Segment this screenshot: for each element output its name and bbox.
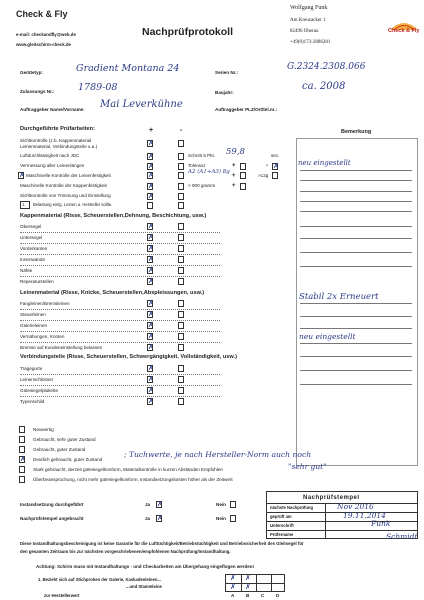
kappe-plus-box[interactable] (240, 183, 246, 190)
check-mark-icon: ✗ (148, 321, 154, 329)
masch-leinen-minus-box[interactable] (178, 172, 184, 179)
stempel-nein: Nein (216, 516, 226, 521)
zustand-checkbox-sehr-gut[interactable] (19, 436, 25, 443)
kappe-item-minus-box[interactable] (178, 223, 184, 230)
bezieht-text-1: 1. Bezieht sich auf Stichproben der Galerie, Kaskadenleinen... (38, 577, 161, 582)
item-divider (20, 243, 220, 244)
verbindung-item-plus-box[interactable] (147, 387, 153, 394)
geraetetyp-value: Gradient Montana 24 (76, 63, 180, 74)
bemerkung-line (300, 211, 412, 212)
check-mark-icon: ✗ (157, 500, 163, 508)
pruefarbeiten-heading: Durchgeführte Prüfarbeiten: (20, 126, 95, 132)
zustand-label: Gebraucht, guter Zustand (33, 447, 86, 452)
toleranz-plus: + (232, 163, 236, 169)
check-mark-icon: ✗ (230, 583, 236, 591)
zustand-checkbox-deutlich[interactable] (19, 456, 25, 463)
toleranz-plus-box[interactable] (240, 163, 246, 170)
leinen-gt12: >12g (258, 173, 269, 178)
check-mark-icon: ✗ (148, 364, 154, 372)
check-mark-icon: ✗ (148, 266, 154, 274)
sichtkontrolle-label-2: Leinenmaterial, Verbindungsteile u.a.) (20, 144, 98, 149)
kappe-item-label: Innenwände (20, 257, 46, 262)
schnitt-label: Schnitt 5 Pkt. (188, 153, 216, 158)
geprueft-value: 19.11.2014 (343, 511, 386, 520)
masch-leinen-plus-box[interactable] (147, 172, 153, 179)
kappe-item-plus-box[interactable] (147, 234, 153, 241)
zustand-label: Neuwertig (33, 427, 54, 432)
kappe-item-minus-box[interactable] (178, 267, 184, 274)
item-divider (20, 396, 220, 397)
stempel-nein-box[interactable] (230, 515, 236, 522)
logo-text: Check & Fly (388, 28, 420, 34)
check-mark-icon: ✗ (148, 299, 154, 307)
kappe-gt900: > 900 gramm (188, 183, 216, 188)
bemerkung-line (300, 356, 412, 357)
sichtkontrolle-minus-box[interactable] (178, 140, 184, 147)
stempel-ja: Ja (145, 516, 151, 521)
abcd-grid (225, 574, 285, 592)
kappe-item-plus-box[interactable] (147, 278, 153, 285)
check-mark-icon: ✗ (148, 375, 154, 383)
leinen-plus: + (232, 173, 236, 179)
verbindung-item-label: Leinenschlösser (20, 377, 54, 382)
leinen-item-minus-box[interactable] (178, 311, 184, 318)
check-mark-icon: ✗ (157, 514, 163, 522)
leinen-item-label: Bremse auf Kundeneinstellung belassen (20, 345, 103, 350)
unterschrift-label: Unterschrift (270, 523, 294, 528)
stempel-angebracht-label: Nachprüfstempel angebracht (20, 516, 84, 521)
zustand-note-2: "sehr gut" (288, 462, 327, 471)
kappe-item-label: Reperaturstellen (20, 279, 54, 284)
verbindung-item-label: Gütesiegelplakette (20, 388, 59, 393)
verbindung-item-label: Typenschild (20, 399, 45, 404)
item-divider (20, 342, 220, 343)
grid-col-a: A (231, 593, 235, 598)
leinenmaterial-heading: Leinenmaterial (Risse, Knicke, Scheuerstellen,Abspleissungen, usw.) (20, 290, 205, 296)
check-mark-icon: ✗ (148, 139, 154, 147)
check-mark-icon: ✗ (230, 574, 236, 582)
leinen-bemerkung-2: neu eingestellt (299, 332, 356, 341)
bemerkung-line (300, 266, 412, 267)
bemerkung-line (300, 226, 412, 227)
leinen-item-plus-box[interactable] (147, 311, 153, 318)
geraetetyp-label: Gerätetyp: (20, 70, 43, 75)
bemerkung-line (300, 191, 412, 192)
kappe-plus: + (232, 183, 236, 189)
email-text: e-mail: checkandfly@web.de (16, 32, 76, 37)
verbindung-item-plus-box[interactable] (147, 365, 153, 372)
toleranz-minus-box[interactable] (272, 163, 278, 170)
leinen-plus-box[interactable] (240, 172, 246, 179)
masch-leinen-label: Maschinelle Kontrolle der Leinenfestigkeit (26, 173, 111, 178)
bemerkung-header: Bemerkung (341, 129, 372, 135)
kappe-item-label: Untersegel (20, 235, 43, 240)
leinen-item-minus-box[interactable] (178, 300, 184, 307)
kappe-item-label: Vorderkanten (20, 246, 48, 251)
item-divider (20, 309, 220, 310)
zustand-label: Überbeanspruchung, nicht mehr gütesiegelkonform, Instandsetzungskosten höher als der Zeitwert (33, 477, 233, 482)
auftraggeber-value: Mai Leverkühne (100, 99, 183, 110)
zulassung-value: 1789-08 (78, 82, 118, 93)
sichtkontrolle-label-1: Sichtkontrolle (z.b. Kappenmaterial (20, 138, 92, 143)
bemerkung-line (300, 384, 412, 385)
stempel-row-line (267, 521, 418, 522)
check-mark-icon: ✗ (19, 171, 25, 179)
unterschrift-value: Funk (371, 519, 391, 528)
bemerkung-line (300, 170, 412, 171)
luft-plus-box[interactable] (147, 153, 153, 160)
item-divider (20, 385, 220, 386)
kappenmaterial-heading: Kappenmaterial (Risse, Scheuerstellen,Dehnung, Beschichtung, usw.) (20, 213, 207, 219)
serien-value: G.2324.2308.066 (287, 62, 366, 72)
grid-col-c: C (261, 593, 265, 598)
instandsetzung-nein: Nein (216, 502, 226, 507)
brand-name: Check & Fly (16, 9, 68, 19)
kappe-item-minus-box[interactable] (178, 245, 184, 252)
geprueft-label: geprüft am (270, 514, 292, 519)
check-mark-icon: ✗ (148, 162, 154, 170)
luftdurchlaessigkeit-label: Luftdurchlässigkeit nach JDC (20, 153, 80, 158)
instandsetzung-ja-box[interactable] (156, 501, 162, 508)
disclaimer-line-2: den gesamten Zeitraum bis zur nächsten vorgeschriebenen/empfohlenen Nachprüfung/Instandhaltung. (20, 549, 231, 554)
leinen-item-plus-box[interactable] (147, 344, 153, 351)
zustand-checkbox-neuwertig[interactable] (19, 426, 25, 433)
grid-col-d: D (276, 593, 280, 598)
bezieht-text-2: ...und Stammleine (126, 584, 162, 589)
zustand-note-1: ; Tuchwerte, je nach Hersteller-Norm auch noch (124, 450, 312, 459)
leinen-item-minus-box[interactable] (178, 333, 184, 340)
check-mark-icon: ✗ (148, 182, 154, 190)
leinen-gt12-box[interactable] (272, 172, 278, 179)
verbindung-item-plus-box[interactable] (147, 376, 153, 383)
masch-leinen-checkbox[interactable] (18, 172, 24, 179)
instandsetzung-ja: Ja (145, 502, 151, 507)
leinen-item-minus-box[interactable] (178, 344, 184, 351)
check-mark-icon: ✗ (20, 455, 26, 463)
website-text: www.gleitschirm-check.de (16, 42, 71, 47)
check-mark-icon: ✗ (148, 332, 154, 340)
check-mark-icon: ✗ (148, 244, 154, 252)
item-divider (20, 254, 220, 255)
kappe-item-plus-box[interactable] (147, 267, 153, 274)
owner-phone: +49(0)173-2886281 (290, 40, 331, 45)
belastung-plus-box[interactable] (147, 202, 153, 209)
item-divider (20, 331, 220, 332)
disclaimer-line-1: Diese Instandhaltungsbescheinigung ist keine Garantie für die Lufttüchtigkeit/Betriebstüchtigkeit und Betriebssicherheit des Gleitsegel für (20, 541, 304, 546)
leinen-range-value: A2 (A1+A3) 8g (188, 169, 230, 175)
sec-label: sec. (271, 153, 280, 158)
leinen-item-plus-box[interactable] (147, 322, 153, 329)
check-mark-icon: ✗ (148, 255, 154, 263)
instandsetzung-nein-box[interactable] (230, 501, 236, 508)
naechste-label: nächste Nachprüfung (270, 505, 314, 510)
check-mark-icon: ✗ (148, 152, 154, 160)
baujahr-label: Baujahr: (215, 90, 234, 95)
check-mark-icon: ✗ (148, 233, 154, 241)
bemerkung-line (300, 303, 412, 304)
leinen-bemerkung-1: Stabil 2x Erneuert (299, 292, 379, 302)
owner-city: 82496 Oberau (290, 29, 319, 34)
sichtkontrolle-plus-box[interactable] (147, 140, 153, 147)
kappe-item-label: Nähte (20, 268, 33, 273)
minus-header: - (180, 127, 183, 134)
masch-kappe-label: Maschinelle Kontrolle der Kappenfestigkeit (20, 183, 107, 188)
leinen-item-plus-box[interactable] (147, 333, 153, 340)
check-mark-icon: ✗ (148, 343, 154, 351)
sichtkontrolle-trimmung-label: Sichtkontrolle von Trimmung und Einstellung (20, 193, 111, 198)
stempel-col-line (325, 503, 326, 539)
plus-header: + (149, 127, 154, 134)
stempel-title: Nachprüfstempel (303, 495, 360, 501)
belastung-minus-box[interactable] (178, 202, 184, 209)
zustand-label: Stark gebraucht, derzeit gütesiegelkonform, Materialkontrolle in kurzen Abständen Empfohlen (33, 467, 223, 472)
owner-name: Wolfgang Funk (290, 5, 328, 11)
leinen-item-label: Galerieleinen (20, 323, 48, 328)
zustand-checkbox-gut[interactable] (19, 446, 25, 453)
kappe-item-plus-box[interactable] (147, 223, 153, 230)
stempel-row-line (267, 530, 418, 531)
item-divider (20, 374, 220, 375)
check-mark-icon: ✗ (148, 277, 154, 285)
item-divider (20, 276, 220, 277)
masch-kappe-minus-box[interactable] (178, 183, 184, 190)
toleranz-label: Toleranz (188, 163, 206, 168)
bemerkung-line (300, 252, 412, 253)
page-title: Nachprüfprotokoll (142, 26, 233, 38)
leinen-item-label: Vernähungen, Knoten (20, 334, 65, 339)
zustand-checkbox-stark[interactable] (19, 466, 25, 473)
masch-kappe-plus-box[interactable] (147, 183, 153, 190)
bemerkung-line (300, 328, 412, 329)
auftraggeber-label: Auftraggeber Name/Vorname: (20, 107, 85, 112)
check-mark-icon: ✗ (148, 397, 154, 405)
zulassung-label: Zulassungs Nr.: (20, 89, 55, 94)
bemerkung-column (296, 138, 418, 466)
kappe-item-label: Obersegel (20, 224, 42, 229)
leinen-item-label: Steuerleinen (20, 312, 46, 317)
verbindung-item-plus-box[interactable] (147, 398, 153, 405)
achtung-text: Achtung: Schirm muss mit Instandhaltungs - und Checkarbeiten am Übergehang eingeflogen werden! (36, 564, 255, 569)
serien-label: Serien Nr.: (215, 70, 238, 75)
grid-col-b: B (246, 593, 250, 598)
bemerkung-line (300, 238, 412, 239)
item-divider (20, 232, 220, 233)
vermessung-minus-box[interactable] (178, 163, 184, 170)
instandsetzung-label: Instandsetzung durchgeführt (20, 502, 84, 507)
kappe-item-minus-box[interactable] (178, 256, 184, 263)
luft-minus-box[interactable] (178, 153, 184, 160)
verbindung-item-minus-box[interactable] (178, 376, 184, 383)
schnitt-value: 59,8 (226, 147, 245, 157)
check-mark-icon: ✗ (148, 386, 154, 394)
zustand-label: Deutlich gebraucht, guter Zustand (33, 457, 103, 462)
verbindung-item-minus-box[interactable] (178, 365, 184, 372)
item-divider (20, 265, 220, 266)
verbindung-item-label: Tragegurte (20, 366, 43, 371)
verbindung-heading: Verbindungsteile (Risse, Scheuerstellen, Schwergängigkeit, Vollständigkeit, usw.) (20, 354, 237, 360)
toleranz-minus: - (266, 163, 268, 169)
zustand-checkbox-ueberbeansprucht[interactable] (19, 476, 25, 483)
check-mark-icon: ✗ (245, 583, 251, 591)
belastung-label: Belastung einlg. Leinen a. Hersteller sollte. (33, 202, 113, 207)
bemerkung-entry-1: neu eingestellt (298, 159, 351, 167)
check-mark-icon: ✗ (148, 222, 154, 230)
kappe-item-minus-box[interactable] (178, 278, 184, 285)
trimmung-minus-box[interactable] (178, 193, 184, 200)
bemerkung-line (300, 180, 412, 181)
vermessung-label: Vermessung aller Leinenlängen (20, 163, 85, 168)
leinen-item-minus-box[interactable] (178, 322, 184, 329)
baujahr-value: ca. 2008 (302, 81, 346, 92)
check-mark-icon: ✗ (148, 310, 154, 318)
bemerkung-line (300, 343, 412, 344)
zustand-label: Gebraucht, sehr guter Zustand (33, 437, 96, 442)
herstellerwert-label: zur Herstellerwert (44, 593, 80, 598)
trimmung-plus-box[interactable] (147, 193, 153, 200)
bemerkung-line (300, 316, 412, 317)
bemerkung-line (300, 201, 412, 202)
check-mark-icon: ✗ (148, 171, 154, 179)
stempel-ja-box[interactable] (156, 515, 162, 522)
vermessung-plus-box[interactable] (147, 163, 153, 170)
owner-street: Am Kreuzacker 1 (290, 18, 326, 23)
belastung-num: 1. (22, 202, 26, 207)
kappe-item-plus-box[interactable] (147, 256, 153, 263)
naechste-value: Nov 2016 (337, 502, 374, 511)
leinen-item-plus-box[interactable] (147, 300, 153, 307)
verbindung-item-minus-box[interactable] (178, 398, 184, 405)
auftraggeber-plz-label: Auftraggeber PLZ/Ort/tel.nr.: (215, 107, 278, 112)
check-mark-icon: ✗ (148, 192, 154, 200)
bemerkung-line (300, 370, 412, 371)
kappe-item-minus-box[interactable] (178, 234, 184, 241)
verbindung-item-minus-box[interactable] (178, 387, 184, 394)
check-mark-icon: ✗ (245, 574, 251, 582)
check-mark-icon: ✗ (273, 162, 279, 170)
leinen-item-label: Fangleinen/Bremsleinen (20, 301, 70, 306)
kappe-item-plus-box[interactable] (147, 245, 153, 252)
company-logo (388, 18, 420, 38)
item-divider (20, 320, 220, 321)
pruefname-label: Prüfername (270, 532, 294, 537)
pruefname-value: Schmidt (386, 532, 418, 541)
